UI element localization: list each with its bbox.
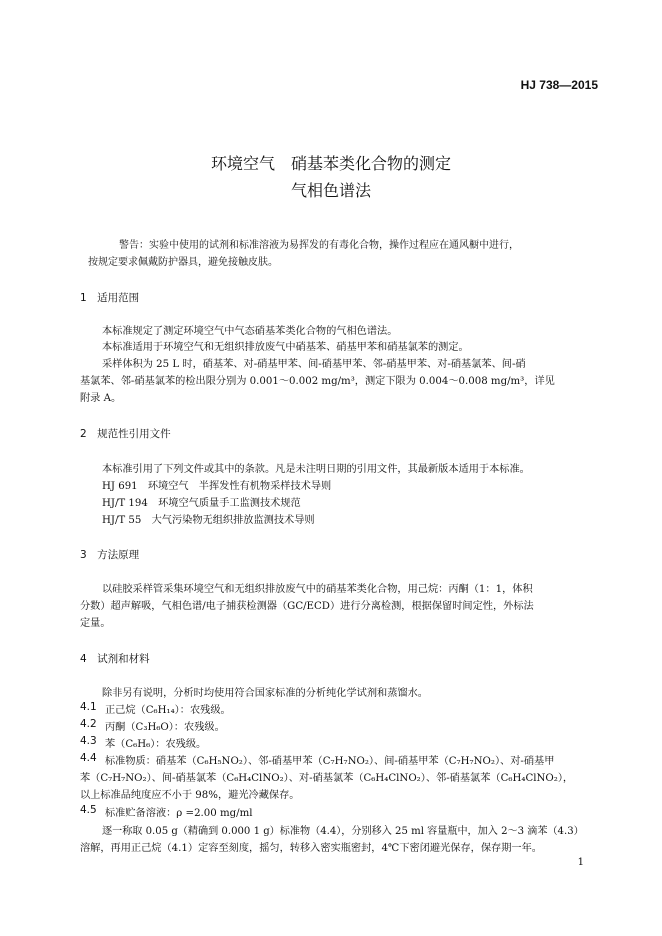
item-text: 丙酮（C₃H₆O）：农残级。 xyxy=(105,722,225,733)
item-4-4-line-2: 苯（C₇H₇NO₂）、间-硝基氯苯（C₆H₄ClNO₂）、对-硝基氯苯（C₆H₄ClNO₂）、邻-硝基氯苯（C₆H₄ClNO₂）， xyxy=(80,773,574,784)
section-1-heading: 1 适用范围 xyxy=(80,292,140,304)
item-text: 标准贮备溶液：ρ =2.00 mg/ml xyxy=(105,808,253,819)
warning-line-1: 警告：实验中使用的试剂和标准溶液为易挥发的有毒化合物，操作过程应在通风橱中进行， xyxy=(119,240,519,251)
warning-line-2: 按规定要求佩戴防护器具，避免接触皮肤。 xyxy=(88,257,278,268)
section-2-heading: 2 规范性引用文件 xyxy=(80,428,171,440)
page-number: 1 xyxy=(577,857,584,868)
section-1-para-3-line-2: 基氯苯、邻-硝基氯苯的检出限分别为 0.001～0.002 mg/m³，测定下限为 0.004～0.008 mg/m³，详见 xyxy=(80,376,555,387)
standard-code: HJ 738—2015 xyxy=(520,78,598,92)
section-3-line-2: 分数）超声解吸，气相色谱/电子捕获检测器（GC/ECD）进行分离检测，根据保留时间定性，外标法 xyxy=(80,601,534,612)
item-4-5-para-line-1: 逐一称取 0.05 g（精确到 0.000 1 g）标准物（4.4），分别移入 25 ml 容量瓶中，加入 2～3 滴苯（4.3） xyxy=(102,826,584,837)
section-1-para-3-line-3: 附录 A。 xyxy=(80,393,122,404)
section-1-para-1: 本标准规定了测定环境空气中气态硝基苯类化合物的气相色谱法。 xyxy=(102,326,398,337)
item-4-4-line-3: 以上标准品纯度应不小于 98%，避光冷藏保存。 xyxy=(80,790,300,801)
item-number: 4.1 xyxy=(80,701,97,713)
section-4-intro: 除非另有说明，分析时均使用符合国家标准的分析纯化学试剂和蒸馏水。 xyxy=(102,688,428,699)
item-number: 4.5 xyxy=(80,804,97,816)
reference-item: HJ 691 环境空气 半挥发性有机物采样技术导则 xyxy=(102,481,332,492)
item-number: 4.3 xyxy=(80,735,97,747)
section-3-heading: 3 方法原理 xyxy=(80,549,140,561)
item-4-4-line-1: 标准物质：硝基苯（C₆H₅NO₂）、邻-硝基甲苯（C₇H₇NO₂）、间-硝基甲苯（C₇H₇NO₂）、对-硝基甲 xyxy=(105,756,555,767)
section-2-para-1: 本标准引用了下列文件或其中的条款。凡是未注明日期的引用文件，其最新版本适用于本标准。 xyxy=(102,464,530,475)
section-1-para-2: 本标准适用于环境空气和无组织排放废气中硝基苯、硝基甲苯和硝基氯苯的测定。 xyxy=(102,342,469,353)
section-3-line-1: 以硅胶采样管采集环境空气和无组织排放废气中的硝基苯类化合物，用己烷：丙酮（1：1，体积 xyxy=(102,584,533,595)
item-number: 4.2 xyxy=(80,718,97,730)
reference-item: HJ/T 55 大气污染物无组织排放监测技术导则 xyxy=(102,515,315,526)
item-number: 4.4 xyxy=(80,752,97,764)
reference-item: HJ/T 194 环境空气质量手工监测技术规范 xyxy=(102,498,301,509)
document-title: 环境空气 硝基苯类化合物的测定 xyxy=(210,154,451,173)
item-text: 正己烷（C₆H₁₄）：农残级。 xyxy=(105,705,231,716)
section-4-heading: 4 试剂和材料 xyxy=(80,653,150,665)
section-3-line-3: 定量。 xyxy=(80,618,111,629)
document-subtitle: 气相色谱法 xyxy=(290,181,371,200)
item-text: 苯（C₆H₆）：农残级。 xyxy=(105,739,207,750)
item-4-5-para-line-2: 溶解，再用正己烷（4.1）定容至刻度，摇匀，转移入密实瓶密封，4℃下密闭避光保存，保存期一年。 xyxy=(80,843,542,854)
section-1-para-3-line-1: 采样体积为 25 L 时，硝基苯、对-硝基甲苯、间-硝基甲苯、邻-硝基甲苯、对-硝基氯苯、间-硝 xyxy=(102,359,526,370)
